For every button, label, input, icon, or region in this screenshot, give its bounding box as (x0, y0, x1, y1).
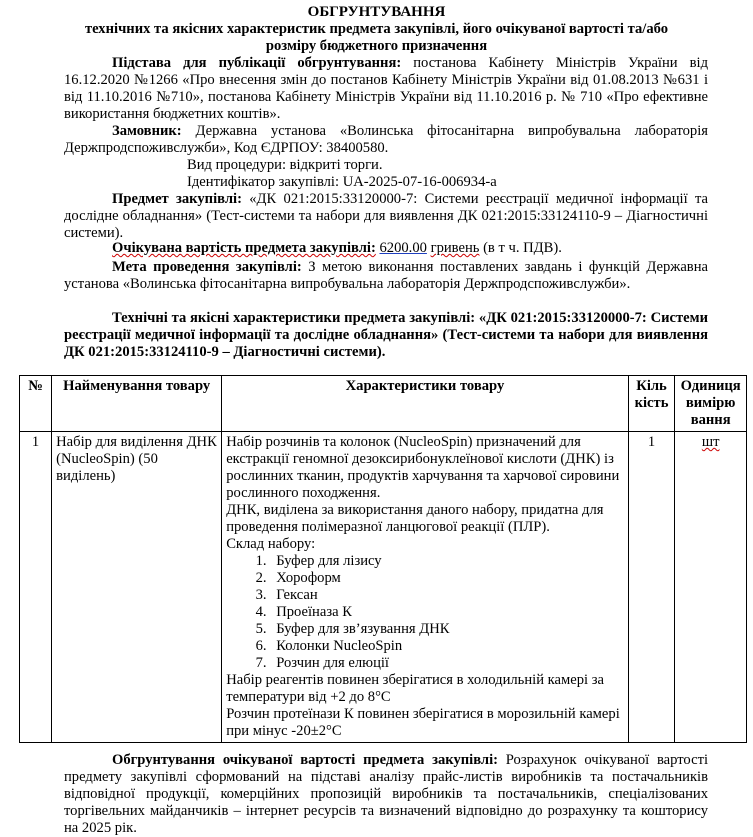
row-composition-label: Склад набору: (226, 536, 316, 552)
list-item: 3. Гексан (270, 587, 623, 604)
justification-paragraph (64, 752, 708, 837)
customer-text: Державна установа «Волинська фітосанітарна випробувальна лабораторія Держпродспоживслужби», Код ЄДРПОУ: 38400580. (64, 123, 708, 156)
expected-cost-label: Очікувана вартість предмета закупівлі: (112, 240, 376, 256)
list-item: 5. Буфер для зв’язування ДНК (270, 621, 623, 638)
goal-text: З метою виконання поставлених завдань і функцій Державна установа «Волинська фітосанітарна випробувальна лабораторія Держпродспоживслужби». (64, 259, 708, 292)
list-item: 2. Хороформ (270, 570, 623, 587)
row-quantity: 1 (628, 432, 675, 743)
list-item: 6. Колонки NucleoSpin (270, 638, 623, 655)
tech-heading (64, 310, 708, 361)
row-desc-intro: Набір розчинів та колонок (NucleoSpin) призначений для екстракції геномної дезоксирибонуклеїнової кислоти (ДНК) із рослинних тканин, продуктів харчування та харчової сировини рослинного походження. (226, 434, 620, 501)
header-name: Найменування товару (52, 376, 222, 432)
table-row (20, 432, 747, 743)
document-subtitle-line1: технічних та якісних характеристик предмета закупівлі, його очікуваної вартості та/або (84, 21, 669, 37)
composition-list (226, 553, 623, 672)
expected-cost-amount: 6200.00 (379, 240, 427, 256)
procurement-identifier: Ідентифікатор закупівлі: UA-2025-07-16-006934-a (187, 174, 497, 190)
document-subtitle-line2: розміру бюджетного призначення (265, 38, 488, 54)
procedure-type: Вид процедури: відкриті торги. (187, 157, 383, 173)
spec-table (19, 375, 747, 743)
row-storage-note-2: Розчин протеїнази К повинен зберігатися в морозильній камері при мінус -20±2°С (226, 706, 620, 739)
list-item: 7. Розчин для елюції (270, 655, 623, 672)
row-storage-note-1: Набір реагентів повинен зберігатися в холодильній камері за температури від +2 до 8°С (226, 672, 604, 705)
row-unit: шт (675, 432, 747, 743)
list-item: 1. Буфер для лізису (270, 553, 623, 570)
expected-cost-vat: (в т ч. ПДВ). (479, 240, 562, 256)
tech-heading-text: «ДК 021:2015:33120000-7: Системи реєстрації медичної інформації та дослідне обладнання» (Тест-системи та набори для виявлення ДК 021:2015:33124110-9 – Діагностичні системи). (64, 310, 708, 360)
expected-cost-currency: гривень (430, 240, 480, 256)
basis-paragraph (64, 55, 708, 123)
list-item: 4. Проеїназа К (270, 604, 623, 621)
header-quantity: Кіль кість (628, 376, 675, 432)
header-unit: Одиниця вимірю вання (675, 376, 747, 432)
basis-text: постанова Кабінету Міністрів України від 16.12.2020 №1266 «Про внесення змін до постанов Кабінету Міністрів України від 01.08.2013 №631 і від 11.10.2016 №710», постанова Кабінету Міністрів України від 11.10.2016 р. № 710 «Про ефективне використання бюджетних коштів». (64, 55, 709, 122)
row-num: 1 (20, 432, 52, 743)
customer-paragraph (64, 123, 708, 157)
justification-label: Обгрунтування очікуваної вартості предмета закупівлі: (112, 752, 499, 768)
row-desc-dna: ДНК, виділена за використання даного набору, придатна для проведення полімеразної ланцюгової реакції (ПЛР). (226, 502, 604, 535)
customer-label: Замовник: (112, 123, 182, 139)
subject-paragraph (64, 191, 708, 242)
row-product-name: Набір для виділення ДНК (NucleoSpin) (50 виділень) (52, 432, 222, 743)
header-num: № (20, 376, 52, 432)
justification-text: Розрахунок очікуваної вартості предмету закупівлі сформований на підставі аналізу прайс-листів виробників та постачальників відповідної продукції, комерційних пропозицій виробників та постачальників, спеціалізованих торгівельних майданчиків – інтернет ресурсів та визначений відповідно до розрахунку та кошторису на 2025 рік. (64, 752, 708, 836)
document-title: ОБГРУНТУВАННЯ (307, 4, 446, 20)
subject-label: Предмет закупівлі: (112, 191, 242, 207)
row-characteristics (222, 432, 628, 743)
table-header-row (20, 376, 747, 432)
subject-text: «ДК 021:2015:33120000-7: Системи реєстрації медичної інформації та дослідне обладнання» (Тест-системи та набори для виявлення ДК 021:2015:33124110-9 – Діагностичні системи). (64, 191, 708, 241)
goal-paragraph (64, 259, 708, 293)
tech-heading-label: Технічні та якісні характеристики предмета закупівлі: (112, 310, 476, 326)
header-characteristics: Характеристики товару (222, 376, 628, 432)
goal-label: Мета проведення закупівлі: (112, 259, 302, 275)
basis-label: Підстава для публікації обгрунтування: (112, 55, 402, 71)
expected-cost-paragraph (64, 240, 708, 257)
